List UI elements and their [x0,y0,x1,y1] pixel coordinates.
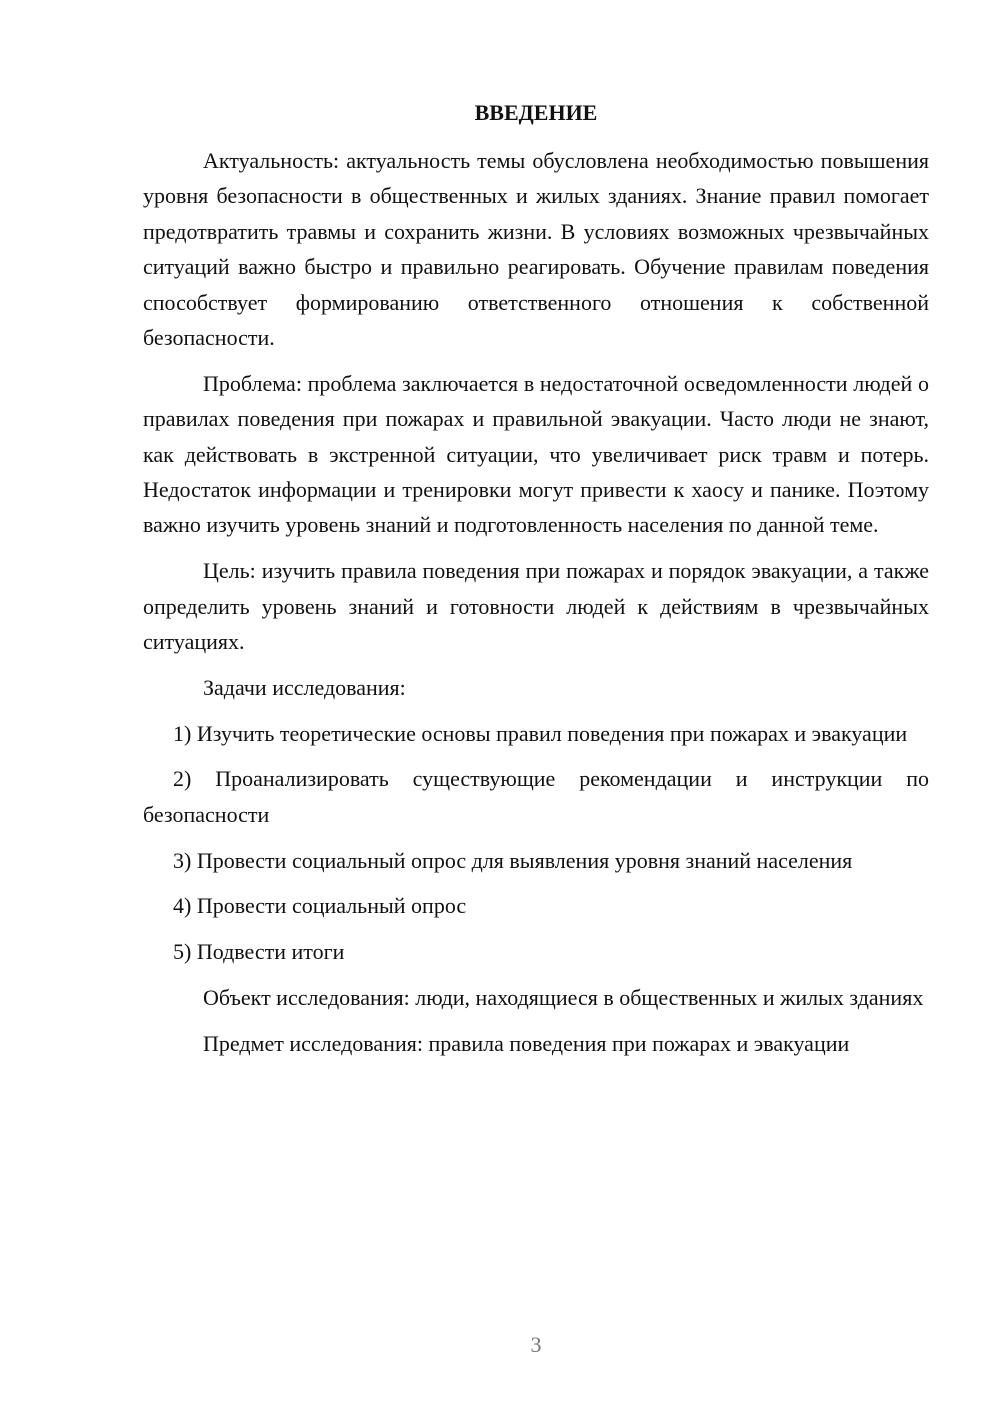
task-item-1: 1) Изучить теоретические основы правил поведения при пожарах и эвакуации [173,720,908,746]
task-item-2: 2) Проанализировать существующие рекомендации и инструкции по безопасности [143,766,929,827]
research-object-paragraph: Объект исследования: люди, находящиеся в общественных и жилых зданиях [203,985,924,1011]
relevance-paragraph: Актуальность: актуальность темы обусловлена необходимостью повышения уровня безопасности в общественных и жилых зданиях. Знание правил помогает предотвратить травмы и сохранить жизни. В условиях возможных чрезвычайных ситуаций важно быстро и правильно реагировать. Обучение правилам поведения способствует формированию ответственного отношения к собственной безопасности. [143,148,929,351]
page-number: 3 [530,1332,542,1357]
problem-paragraph: Проблема: проблема заключается в недостаточной осведомленности людей о правилах поведения при пожарах и правильной эвакуации. Часто люди не знают, как действовать в экстренной ситуации, что увеличивает риск травм и потерь. Недостаток информации и тренировки могут привести к хаосу и панике. Поэтому важно изучить уровень знаний и подготовленность населения по данной теме. [143,370,929,538]
goal-paragraph: Цель: изучить правила поведения при пожарах и порядок эвакуации, а также определить уровень знаний и готовности людей к действиям в чрезвычайных ситуациях. [143,558,929,655]
tasks-heading: Задачи исследования: [203,674,406,700]
task-item-3: 3) Провести социальный опрос для выявления уровня знаний населения [173,847,853,873]
document-body [143,95,929,1072]
research-subject-paragraph: Предмет исследования: правила поведения при пожарах и эвакуации [203,1030,850,1056]
task-item-5: 5) Подвести итоги [173,939,345,965]
task-item-4: 4) Провести социальный опрос [173,893,467,919]
page-title: ВВЕДЕНИЕ [474,100,598,125]
